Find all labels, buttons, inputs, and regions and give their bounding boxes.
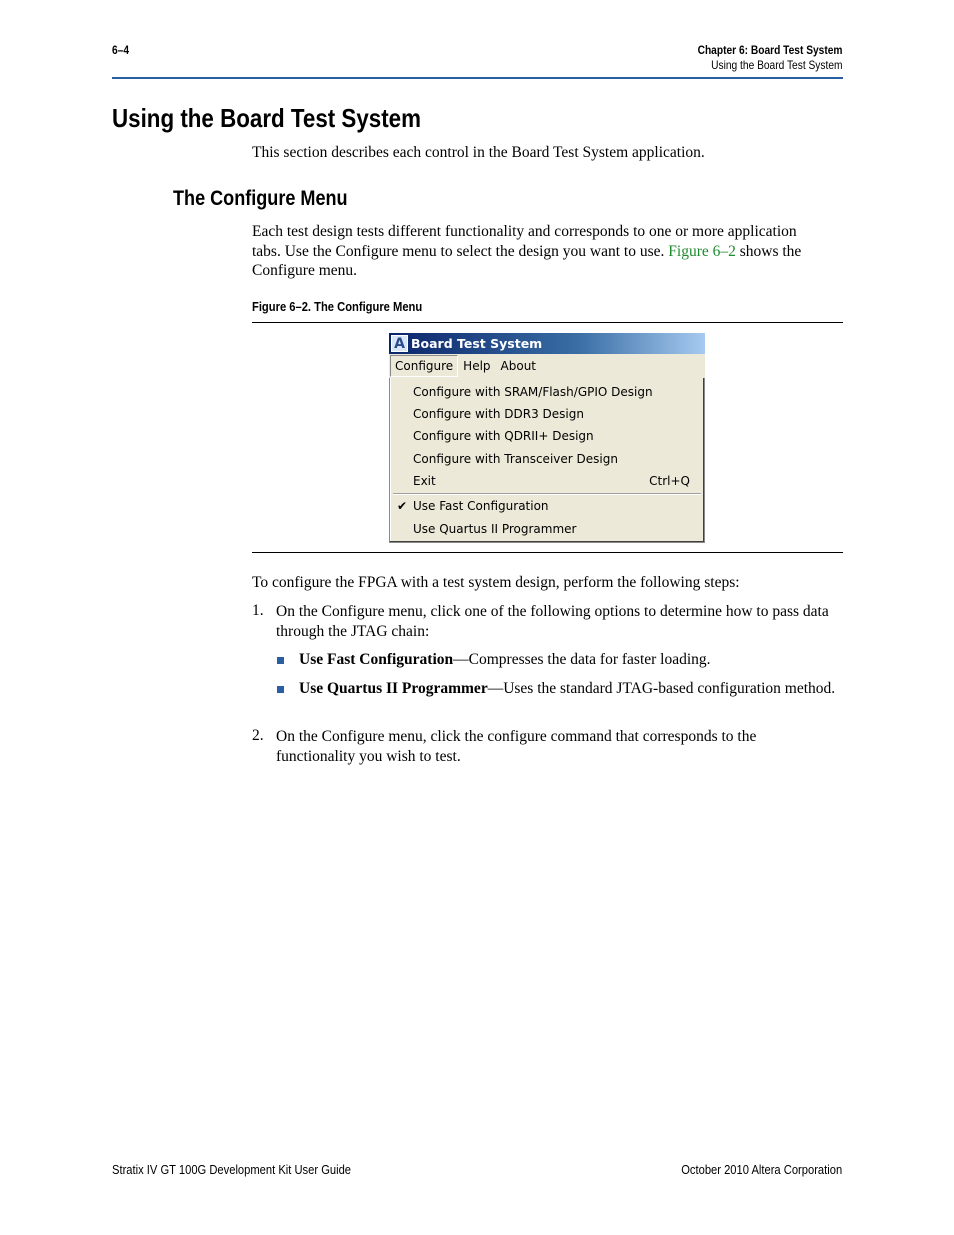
altera-logo-icon: A	[391, 335, 408, 352]
app-screenshot	[389, 333, 705, 543]
menu-about[interactable]: About	[500, 359, 537, 373]
section-title: Using the Board Test System	[710, 58, 842, 72]
step-number: 1.	[252, 602, 264, 619]
figure-rule-top	[252, 322, 843, 323]
menu-help[interactable]: Help	[463, 359, 491, 373]
intro-paragraph: This section describes each control in the Board Test System application.	[252, 144, 705, 161]
bullet-desc: —Compresses the data for faster loading.	[453, 651, 711, 668]
window-title: Board Test System	[411, 336, 543, 351]
section-heading: The Configure Menu	[173, 187, 348, 210]
figure-link[interactable]: Figure 6–2	[668, 242, 736, 260]
chapter-title: Chapter 6: Board Test System	[697, 43, 842, 57]
header-rule	[112, 77, 843, 79]
menu-item-ddr3[interactable]: Configure with DDR3 Design	[413, 407, 584, 421]
steps-intro: To configure the FPGA with a test system design, perform the following steps:	[252, 574, 740, 591]
exit-shortcut: Ctrl+Q	[649, 474, 690, 488]
configure-dropdown	[389, 378, 705, 543]
bullet-fast-config	[299, 650, 839, 670]
running-header	[697, 43, 842, 73]
paragraph-tail: shows the Configure menu.	[252, 242, 802, 279]
menu-item-exit[interactable]: Exit Ctrl+Q	[413, 474, 690, 488]
window-titlebar	[389, 333, 705, 354]
figure-rule-bottom	[252, 552, 843, 553]
step-2-text: On the Configure menu, click the configure command that corresponds to the functionality you wish to test.	[276, 728, 757, 765]
menu-separator	[393, 493, 701, 495]
bullet-desc: —Uses the standard JTAG-based configuration method.	[487, 680, 836, 697]
page-title: Using the Board Test System	[112, 103, 421, 133]
checkmark-icon: ✔	[397, 499, 408, 513]
bullet-quartus	[299, 679, 839, 699]
configure-paragraph	[252, 222, 827, 281]
menu-item-sram-flash-gpio[interactable]: Configure with SRAM/Flash/GPIO Design	[413, 385, 653, 399]
menu-configure[interactable]: Configure	[390, 355, 458, 377]
bullet-term: Use Quartus II Programmer	[299, 680, 488, 697]
menu-item-qdrii[interactable]: Configure with QDRII+ Design	[413, 429, 594, 443]
menu-item-fast-config[interactable]: ✔ Use Fast Configuration	[397, 499, 549, 513]
step-number: 2.	[252, 727, 264, 744]
menu-item-transceiver[interactable]: Configure with Transceiver Design	[413, 452, 618, 466]
footer-doc-title: Stratix IV GT 100G Development Kit User Guide	[112, 1162, 352, 1177]
menubar	[389, 354, 705, 378]
paragraph-text: Each test design tests different functionality and corresponds to one or more application tabs. Use the Configure menu to select the design you want to use.	[252, 223, 797, 260]
page-number: 6–4	[112, 43, 130, 57]
bullet-icon	[277, 686, 284, 693]
footer-date-company: October 2010 Altera Corporation	[681, 1162, 842, 1177]
bullet-term: Use Fast Configuration	[299, 651, 454, 668]
step-1-text: On the Configure menu, click one of the following options to determine how to pass data through the JTAG chain:	[276, 603, 829, 640]
menu-item-quartus-programmer[interactable]: Use Quartus II Programmer	[413, 522, 577, 536]
bullet-icon	[277, 657, 284, 664]
figure-caption: Figure 6–2. The Configure Menu	[252, 299, 423, 314]
